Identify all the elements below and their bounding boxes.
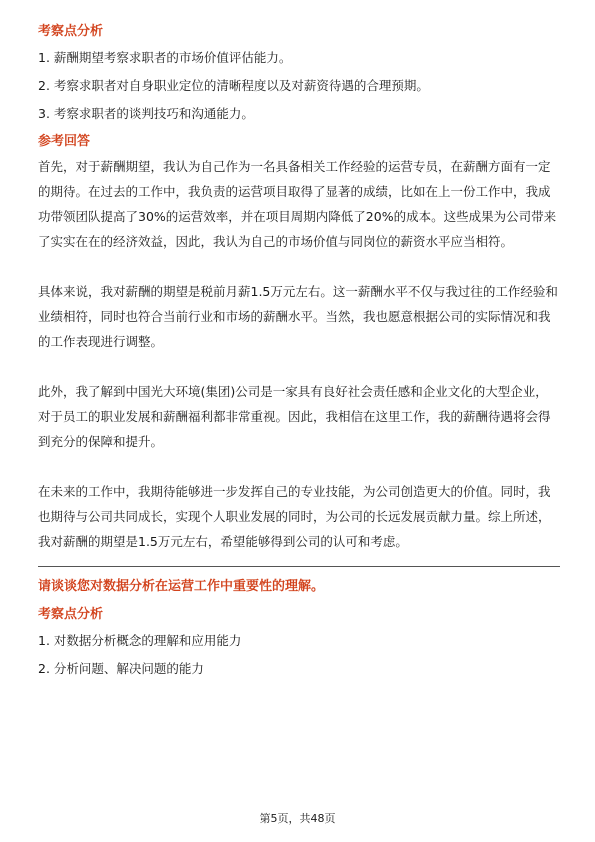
answer-paragraph: 在未来的工作中，我期待能够进一步发挥自己的专业技能，为公司创造更大的价值。同时，我也期待与公司共同成长，实现个人职业发展的同时，为公司的长远发展贡献力量。综上所述，我对薪酬的期望是1.5万元左右，希望能够得到公司的认可和考虑。: [38, 484, 551, 549]
analysis-item: 2. 考察求职者对自身职业定位的清晰程度以及对薪资待遇的合理预期。: [38, 78, 429, 93]
analysis-item: 2. 分析问题、解决问题的能力: [38, 661, 204, 676]
answer-heading: 参考回答: [38, 134, 91, 149]
analysis-heading: 考察点分析: [38, 24, 104, 39]
analysis-item: 1. 薪酬期望考察求职者的市场价值评估能力。: [38, 50, 292, 65]
question-heading: 请谈谈您对数据分析在运营工作中重要性的理解。: [38, 579, 325, 594]
analysis-item: 3. 考察求职者的谈判技巧和沟通能力。: [38, 106, 254, 121]
analysis-heading: 考察点分析: [38, 607, 104, 622]
paragraph-gap: [38, 354, 560, 379]
analysis-item: 1. 对数据分析概念的理解和应用能力: [38, 633, 242, 648]
paragraph-gap: [38, 254, 560, 279]
page-content: [38, 22, 560, 687]
paragraph-gap: [38, 454, 560, 479]
page-number: 第5页，共48页: [259, 812, 336, 825]
answer-paragraph: 首先，对于薪酬期望，我认为自己作为一名具备相关工作经验的运营专员，在薪酬方面有一定的期待。在过去的工作中，我负责的运营项目取得了显著的成绩，比如在上一份工作中，我成功带领团队提高了30%的运营效率，并在项目周期内降低了20%的成本。这些成果为公司带来了实实在在的经济效益，因此，我认为自己的市场价值与同岗位的薪资水平应当相符。: [38, 159, 557, 249]
answer-paragraph: 此外，我了解到中国光大环境(集团)公司是一家具有良好社会责任感和企业文化的大型企业，对于员工的职业发展和薪酬福利都非常重视。因此，我相信在这里工作，我的薪酬待遇将会得到充分的保障和提升。: [38, 384, 551, 449]
answer-paragraph: 具体来说，我对薪酬的期望是税前月薪1.5万元左右。这一薪酬水平不仅与我过往的工作经验和业绩相符，同时也符合当前行业和市场的薪酬水平。当然，我也愿意根据公司的实际情况和我的工作表现进行调整。: [38, 284, 558, 349]
section-divider: [38, 566, 560, 567]
